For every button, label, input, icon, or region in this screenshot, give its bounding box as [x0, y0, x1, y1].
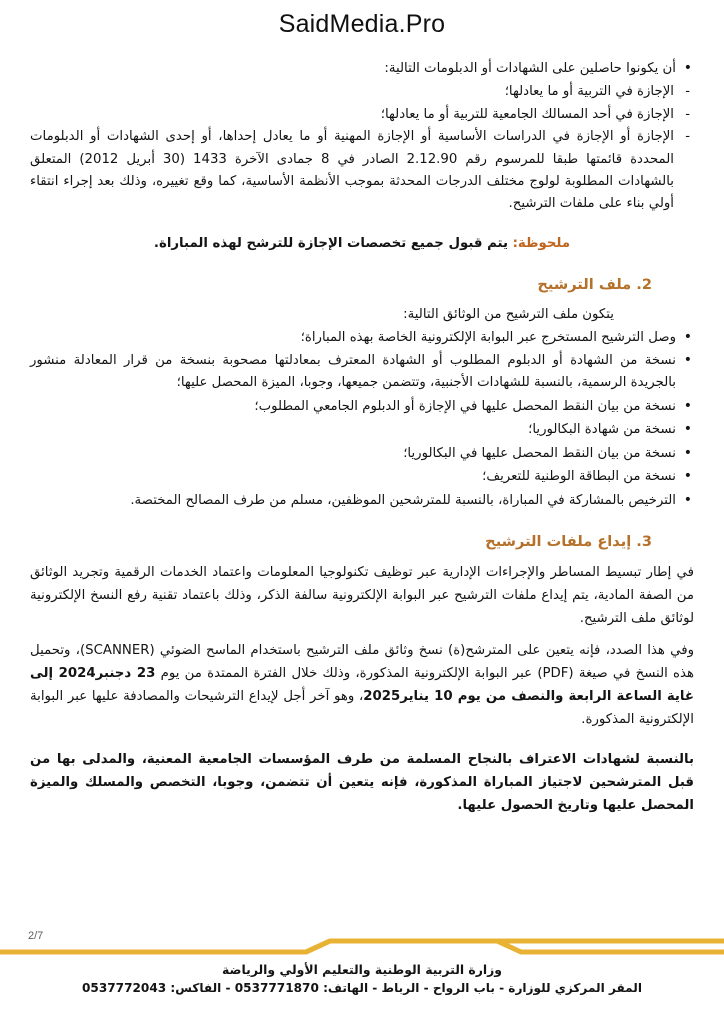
- list-item: • نسخة من بيان النقط المحصل عليها في البكالوريا؛: [30, 443, 694, 465]
- footer-gold-rule: [0, 938, 724, 960]
- list-item: • أن يكونوا حاصلين على الشهادات أو الدبلومات التالية:: [30, 58, 694, 80]
- section-3-number: 3.: [636, 532, 652, 550]
- list-item: • الترخيص بالمشاركة في المباراة، بالنسبة للمترشحين الموظفين، مسلم من طرف المصالح المختصة.: [30, 490, 694, 512]
- section-3-paragraph-2: [30, 639, 694, 731]
- list-item: - الإجازة في أحد المسالك الجامعية للتربية أو ما يعادلها؛: [30, 104, 694, 126]
- list-item: • نسخة من البطاقة الوطنية للتعريف؛: [30, 466, 694, 488]
- note-block: [30, 233, 694, 255]
- section-3-heading: [30, 531, 652, 553]
- list-item: - الإجازة أو الإجازة في الدراسات الأساسية أو الإجازة المهنية أو ما يعادل إحداها، أو إحدى الشهادات أو الدبلومات المحددة قائمتها طبقا للمرسوم رقم 2.12.90 الصادر في 8 جمادى الآخرة 1433 (30 أبريل 2012) المتعلق بالشهادات المطلوبة لولوج مختلف الدرجات المحدثة بموجب الأنظمة الأساسية، كما وقع تغييره، وذلك بعد إجراء انتقاء أولي بناء على ملفات الترشيح.: [30, 126, 694, 216]
- section-3-paragraph-1: في إطار تبسيط المساطر والإجراءات الإدارية عبر توظيف تكنولوجيا المعلومات واعتماد الخدمات الرقمية وتجريد الوثائق من الصفة المادية، يتم إيداع ملفات الترشيح عبر البوابة الإلكترونية سالفة الذكر، وذلك باعتماد تقنية رفع النسخ الإلكترونية لوثائق ملف الترشيح.: [30, 564, 694, 626]
- paragraph-2-part-c: ، وهو آخر أجل لإيداع الترشيحات والمصادفة عليها عبر البوابة الإلكترونية المذكورة.: [30, 688, 694, 727]
- list-item: • وصل الترشيح المستخرج عبر البوابة الإلكترونية الخاصة بهذه المباراة؛: [30, 327, 694, 349]
- list-item: • نسخة من بيان النقط المحصل عليها في الإجازة أو الدبلوم الجامعي المطلوب؛: [30, 396, 694, 418]
- dossier-documents-list: [30, 327, 694, 512]
- footer-block: [0, 960, 724, 998]
- section-2-intro: يتكون ملف الترشيح من الوثائق التالية:: [403, 307, 614, 323]
- list-item: - الإجازة في التربية أو ما يعادلها؛: [30, 81, 694, 103]
- section-2-title: ملف الترشيح: [537, 276, 632, 294]
- brand-watermark: SaidMedia.Pro: [278, 10, 446, 38]
- footer-address: المقر المركزي للوزارة - باب الرواح - الرباط - الهاتف: 0537771870 - الفاكس: 0537772043: [82, 981, 642, 995]
- document-body: [30, 58, 694, 817]
- section-3-paragraph-3: بالنسبة لشهادات الاعتراف بالنجاح المسلمة من طرف المؤسسات الجامعية المعنية، والمدلى بها من قبل المترشحين لاجتياز المباراة المذكورة، فإنه يتعين أن تتضمن، وجوبا، التخصص والمسلك والميزة المحصل عليها وتاريخ الحصول عليها.: [30, 751, 694, 813]
- paragraph-2-part-a: وفي هذا الصدد، فإنه يتعين على المترشح(ة) نسخ وثائق ملف الترشيح باستخدام الماسح الضوئي (SCANNER)، وتحميل هذه النسخ في صيغة (PDF) عبر البوابة الإلكترونية المذكورة، وذلك خلال الفترة الممتدة من يوم: [30, 642, 695, 681]
- list-item: • نسخة من الشهادة أو الدبلوم المطلوب أو الشهادة المعترف بمعادلتها مصحوبة بنسخة من قرار المعادلة منشور بالجريدة الرسمية، بالنسبة للشهادات الأجنبية، وتتضمن جميعها، وجوبا، الميزة المحصل عليها؛: [30, 350, 694, 395]
- deadline-dates: 23 دجنبر2024 إلى غاية الساعة الرابعة والنصف من يوم 10 يناير2025: [30, 665, 695, 704]
- section-2-heading: [30, 274, 652, 296]
- note-label: ملحوظة:: [512, 235, 571, 251]
- note-body: يتم قبول جميع تخصصات الإجازة للترشح لهذه المباراة.: [153, 235, 513, 251]
- certificates-bullet-list: [30, 58, 694, 80]
- section-3-title: إيداع ملفات الترشيح: [485, 532, 632, 550]
- page-number: 2/7: [28, 930, 44, 942]
- list-item: • نسخة من شهادة البكالوريا؛: [30, 419, 694, 441]
- certificates-dash-list: [30, 81, 694, 215]
- section-2-number: 2.: [636, 276, 652, 294]
- footer-ministry: وزارة التربية الوطنية والتعليم الأولي والرياضة: [222, 962, 502, 977]
